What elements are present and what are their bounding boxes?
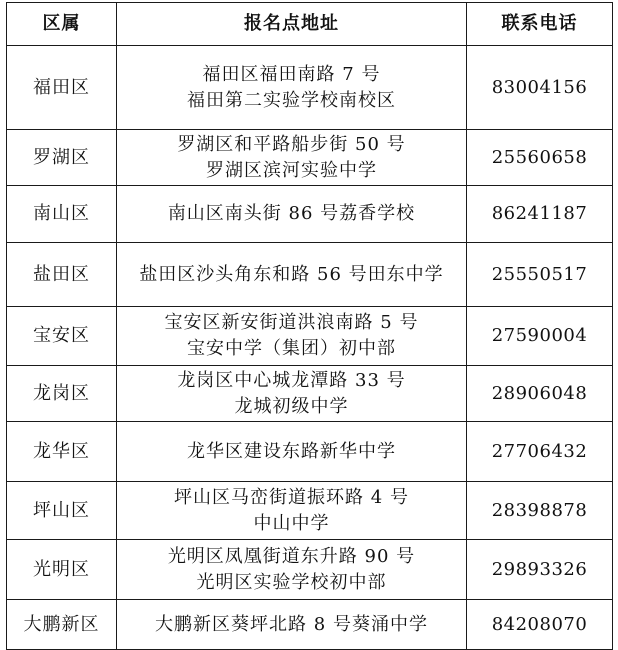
district-cell: 龙岗区	[7, 366, 117, 422]
address-cell	[117, 130, 467, 186]
address-cell	[117, 186, 467, 243]
district-cell: 罗湖区	[7, 130, 117, 186]
district-cell: 盐田区	[7, 243, 117, 307]
header-phone: 联系电话	[467, 3, 613, 46]
table-row	[7, 130, 613, 186]
phone-cell: 29893326	[467, 540, 613, 600]
address-line: 罗湖区滨河实验中学	[206, 159, 377, 181]
address-line: 光明区实验学校初中部	[196, 571, 387, 593]
address-line: 宝安区新安街道洪浪南路 5 号	[164, 312, 419, 333]
address-line: 盐田区沙头角东和路 56 号田东中学	[139, 263, 444, 285]
table-header	[7, 3, 613, 46]
registration-table-container	[6, 2, 612, 650]
phone-cell: 28398878	[467, 482, 613, 540]
table-row	[7, 600, 613, 650]
district-cell: 龙华区	[7, 422, 117, 482]
table-row	[7, 46, 613, 130]
address-cell	[117, 366, 467, 422]
address-line: 宝安中学（集团）初中部	[187, 338, 396, 359]
registration-sites-table	[6, 2, 613, 650]
address-line: 光明区凤凰街道东升路 90 号	[167, 545, 416, 567]
phone-cell: 28906048	[467, 366, 613, 422]
address-line: 中山中学	[253, 512, 330, 534]
table-body	[7, 46, 613, 650]
phone-cell: 84208070	[467, 600, 613, 650]
phone-cell: 83004156	[467, 46, 613, 130]
address-cell	[117, 422, 467, 482]
address-line: 大鹏新区葵坪北路 8 号葵涌中学	[155, 613, 428, 635]
address-line: 龙岗区中心城龙潭路 33 号	[177, 369, 406, 391]
phone-cell: 25550517	[467, 243, 613, 307]
table-row	[7, 186, 613, 243]
address-line: 福田区福田南路 7 号	[202, 63, 381, 85]
table-row	[7, 307, 613, 366]
address-cell	[117, 46, 467, 130]
table-row	[7, 540, 613, 600]
phone-cell: 86241187	[467, 186, 613, 243]
table-row	[7, 243, 613, 307]
address-line: 龙华区建设东路新华中学	[187, 440, 396, 462]
district-cell: 福田区	[7, 46, 117, 130]
address-line: 南山区南头街 86 号荔香学校	[167, 203, 416, 224]
district-cell: 南山区	[7, 186, 117, 243]
district-cell: 坪山区	[7, 482, 117, 540]
phone-cell: 27706432	[467, 422, 613, 482]
address-line: 罗湖区和平路船步街 50 号	[177, 133, 406, 155]
address-cell	[117, 540, 467, 600]
district-cell: 大鹏新区	[7, 600, 117, 650]
address-line: 福田第二实验学校南校区	[187, 89, 396, 111]
address-line: 坪山区马峦街道振环路 4 号	[174, 486, 409, 508]
address-cell	[117, 243, 467, 307]
header-address: 报名点地址	[117, 3, 467, 46]
address-cell	[117, 600, 467, 650]
address-cell	[117, 307, 467, 366]
address-cell	[117, 482, 467, 540]
table-row	[7, 366, 613, 422]
address-line: 龙城初级中学	[234, 395, 349, 417]
phone-cell: 27590004	[467, 307, 613, 366]
table-row	[7, 422, 613, 482]
district-cell: 光明区	[7, 540, 117, 600]
table-row	[7, 482, 613, 540]
district-cell: 宝安区	[7, 307, 117, 366]
header-row	[7, 3, 613, 46]
header-district: 区属	[7, 3, 117, 46]
phone-cell: 25560658	[467, 130, 613, 186]
